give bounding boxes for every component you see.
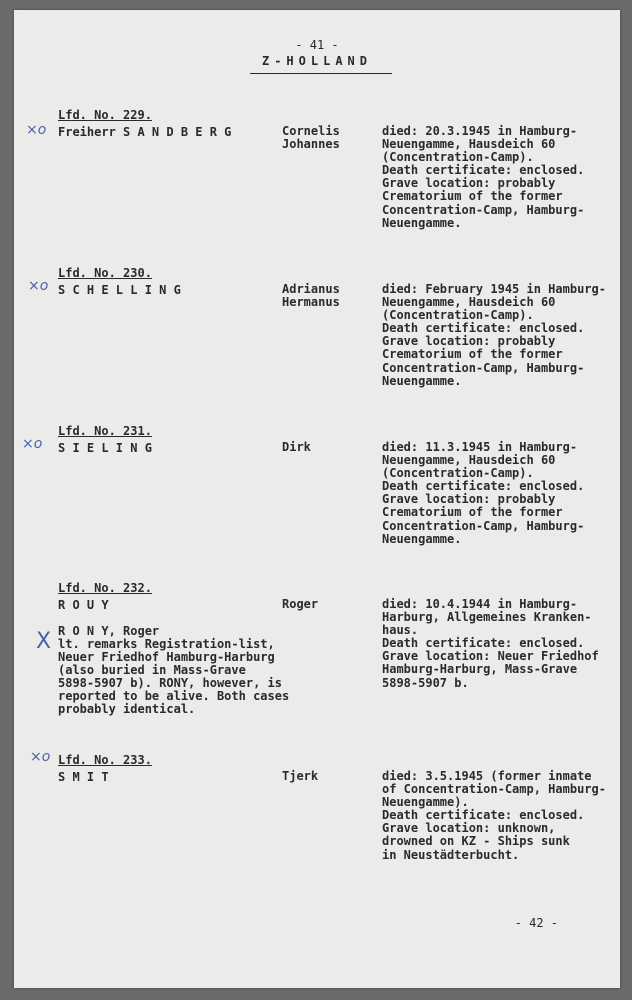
- handwritten-mark: ×o: [26, 122, 47, 138]
- entry-given-names: Adrianus Hermanus: [282, 282, 340, 309]
- entry-number: Lfd. No. 232.: [58, 581, 152, 595]
- title-underline: [250, 73, 392, 74]
- document-page: [14, 10, 620, 988]
- entry-surname: S M I T: [58, 770, 109, 784]
- page-title: Z-HOLLAND: [261, 54, 373, 68]
- entry-details: died: 11.3.1945 in Hamburg- Neuengamme, Hausdeich 60 (Concentration-Camp). Death certificate: enclosed. Grave location: probably Crematorium of the former Concentration-Camp, Hamburg- Neuengamme.: [382, 440, 585, 546]
- entry-details: died: February 1945 in Hamburg- Neuengamme, Hausdeich 60 (Concentration-Camp). Death certificate: enclosed. Grave location: probably Crematorium of the former Concentration-Camp, Hamburg- Neuengamme.: [382, 282, 606, 388]
- entry-surname: Freiherr S A N D B E R G: [58, 125, 232, 139]
- entry-given-names: Roger: [282, 597, 319, 611]
- entry-number: Lfd. No. 229.: [58, 108, 152, 122]
- entry-given-names: Tjerk: [282, 769, 319, 783]
- entry-details: died: 3.5.1945 (former inmate of Concentration-Camp, Hamburg- Neuengamme). Death certificate: enclosed. Grave location: unknown, drowned on KZ - Ships sunk in Neustädterbucht.: [382, 769, 606, 862]
- entry-given-names: Dirk: [282, 440, 311, 454]
- entry-details: died: 10.4.1944 in Hamburg- Harburg, Allgemeines Kranken- haus. Death certificate: enclosed. Grave location: Neuer Friedhof Hamburg-Harburg, Mass-Grave 5898-5907 b.: [382, 597, 599, 690]
- entry-details: died: 20.3.1945 in Hamburg- Neuengamme, Hausdeich 60 (Concentration-Camp). Death certificate: enclosed. Grave location: probably Crematorium of the former Concentration-Camp, Hamburg- Neuengamme.: [382, 124, 585, 230]
- entry-surname: S I E L I N G: [58, 441, 152, 455]
- page-number: - 41 -: [295, 38, 339, 52]
- next-page-number: - 42 -: [514, 916, 558, 930]
- entry-number: Lfd. No. 231.: [58, 424, 152, 438]
- handwritten-mark: ×o: [30, 749, 51, 765]
- entry-remark: R O N Y, Roger lt. remarks Registration-list, Neuer Friedhof Hamburg-Harburg (also buried in Mass-Grave 5898-5907 b). RONY, however, is reported to be alive. Both cases probably identical.: [58, 624, 290, 716]
- handwritten-mark: X: [36, 629, 52, 654]
- entry-given-names: Cornelis Johannes: [282, 124, 340, 151]
- entry-surname: S C H E L L I N G: [58, 283, 181, 297]
- entry-number: Lfd. No. 233.: [58, 753, 152, 767]
- entry-number: Lfd. No. 230.: [58, 266, 152, 280]
- entry-surname: R O U Y: [58, 598, 109, 612]
- handwritten-mark: ×o: [22, 436, 43, 452]
- handwritten-mark: ×o: [28, 278, 49, 294]
